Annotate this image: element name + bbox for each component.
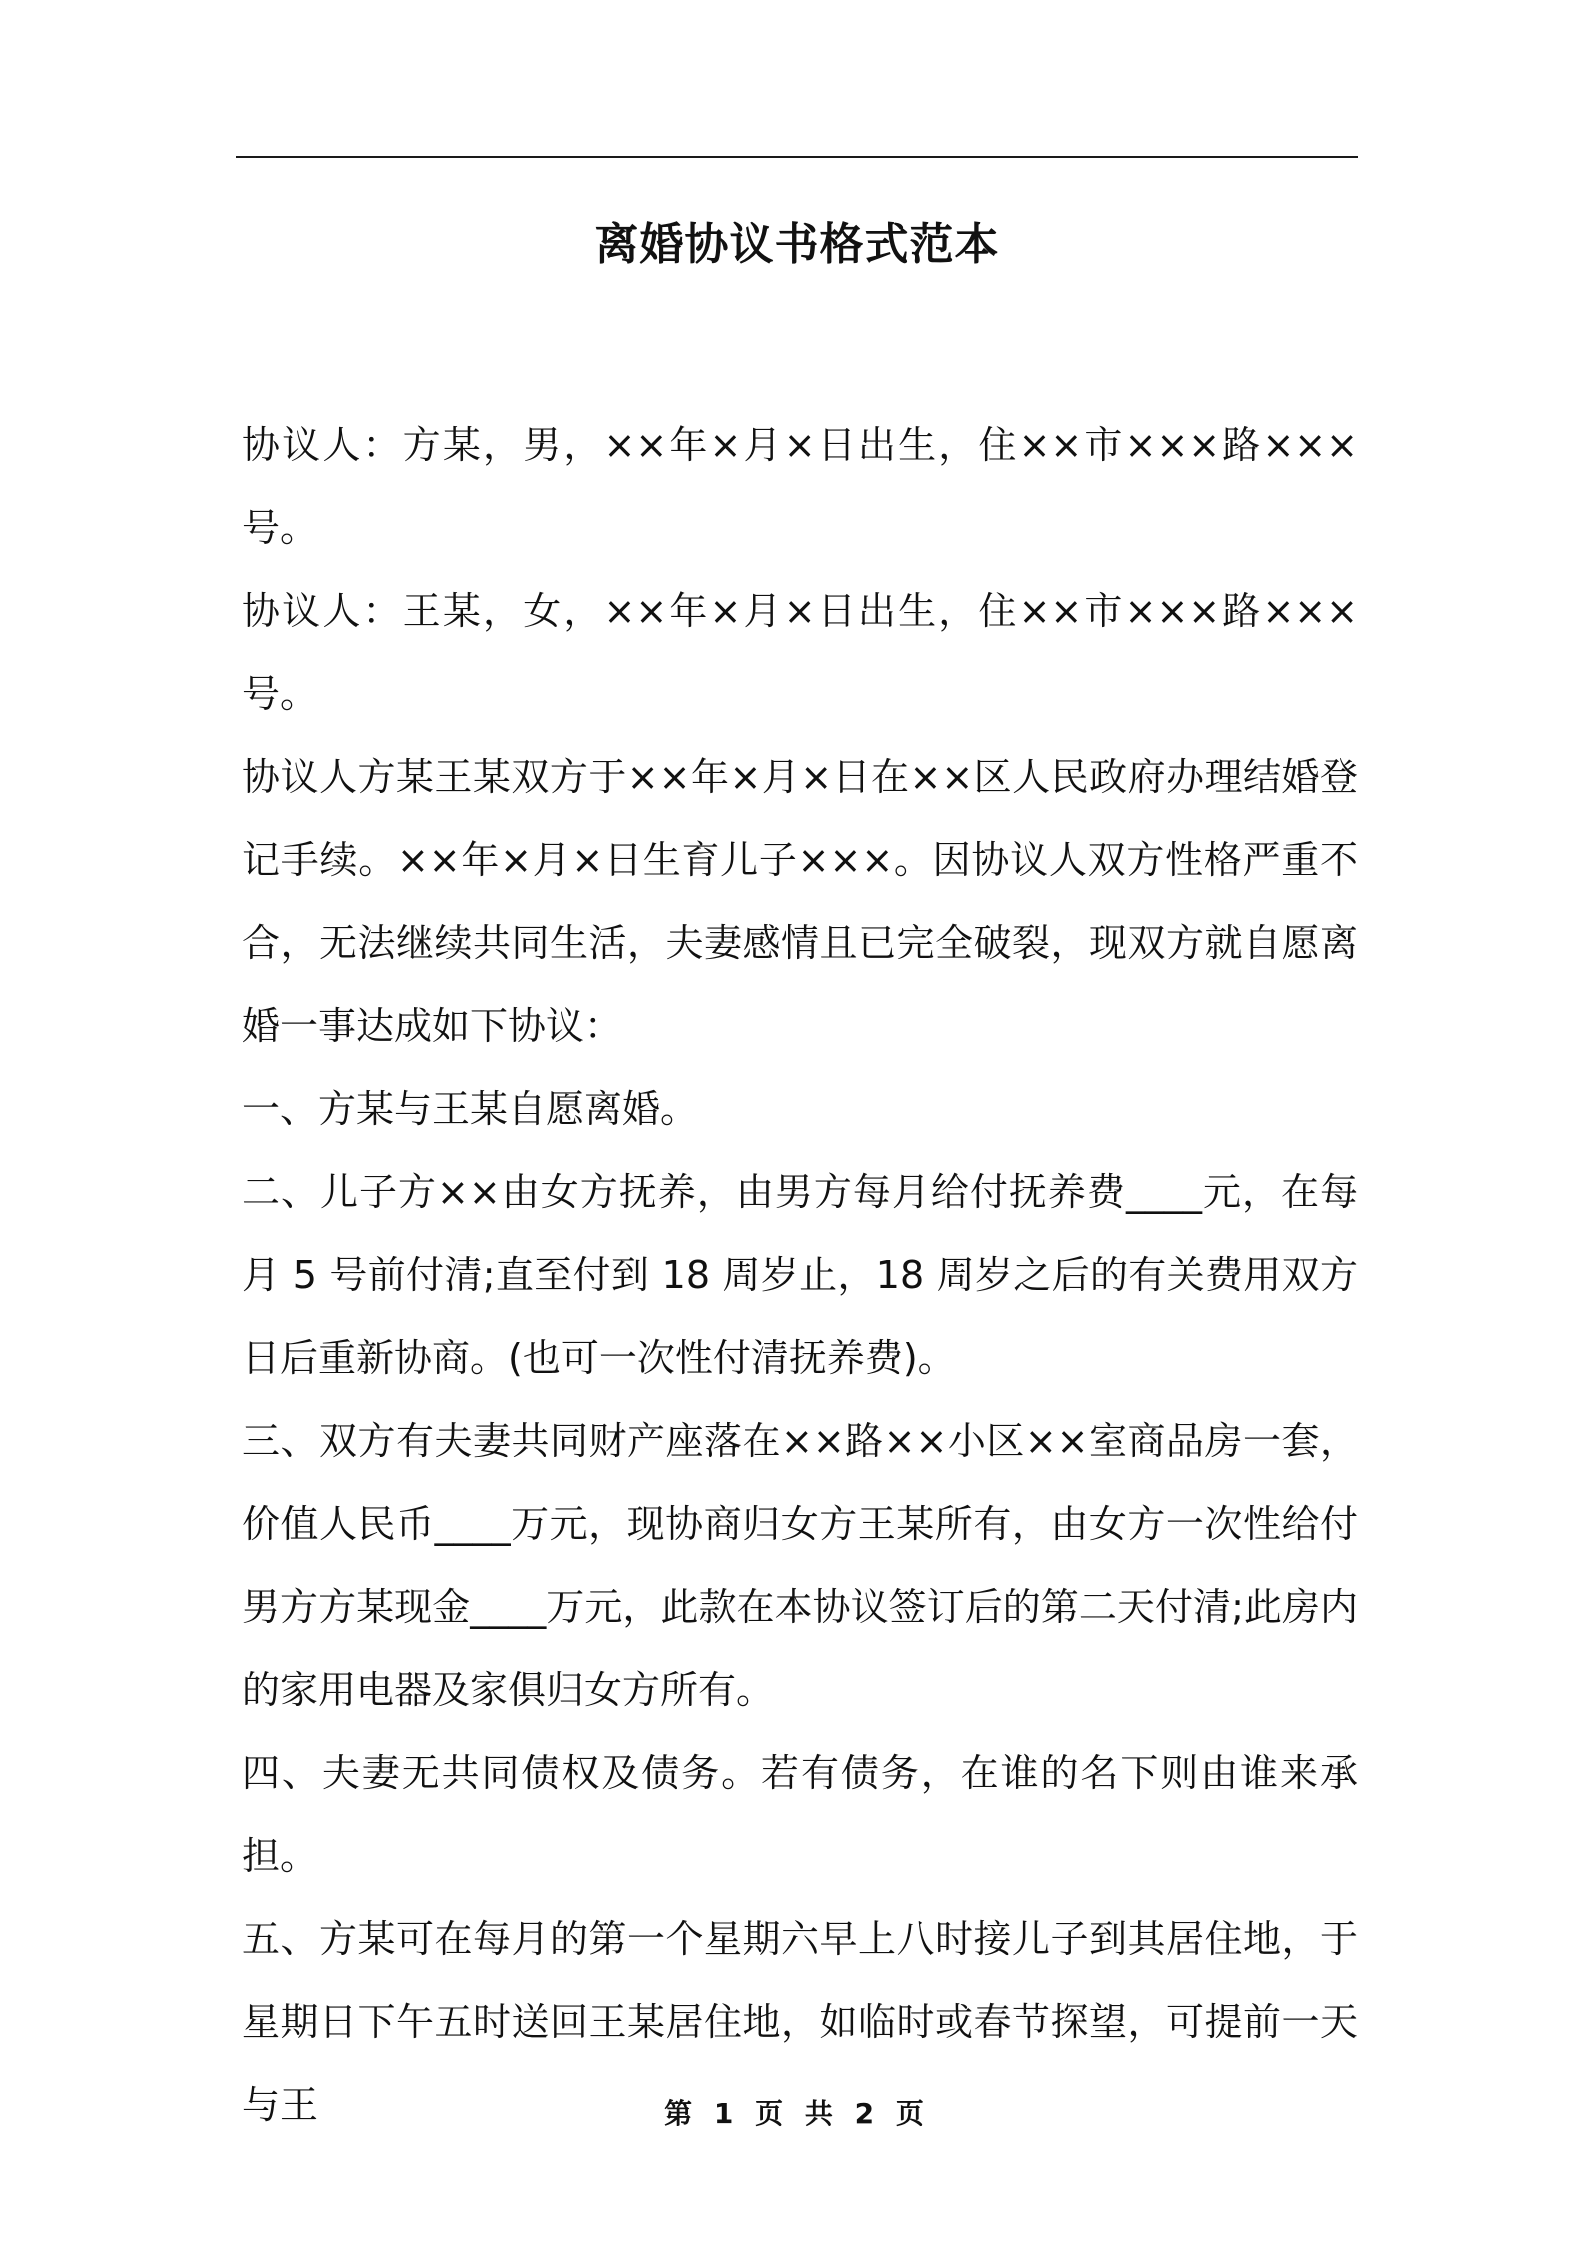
header-divider — [236, 156, 1358, 158]
document-title: 离婚协议书格式范本 — [594, 219, 1000, 270]
page-number-footer: 第 1 页 共 2 页 — [664, 2097, 930, 2130]
background-paragraph: 协议人方某王某双方于××年×月×日在××区人民政府办理结婚登记手续。××年×月×日生育儿子×××。因协议人双方性格严重不合，无法继续共同生活，夫妻感情且已完全破裂，现双方就自愿离婚一事达成如下协议： — [242, 755, 1358, 1048]
clause-three-paragraph: 三、双方有夫妻共同财产座落在××路××小区××室商品房一套，价值人民币____万元，现协商归女方王某所有，由女方一次性给付男方方某现金____万元，此款在本协议签订后的第二天付清;此房内的家用电器及家俱归女方所有。 — [242, 1419, 1358, 1712]
party-one-paragraph: 协议人：方某，男，××年×月×日出生，住××市×××路×××号。 — [242, 423, 1358, 550]
clause-five-paragraph: 五、方某可在每月的第一个星期六早上八时接儿子到其居住地，于星期日下午五时送回王某居住地，如临时或春节探望，可提前一天与王 — [242, 1917, 1358, 2127]
document-body — [242, 404, 1358, 2147]
clause-one-paragraph: 一、方某与王某自愿离婚。 — [242, 1087, 699, 1131]
party-two-paragraph: 协议人：王某，女，××年×月×日出生，住××市×××路×××号。 — [242, 589, 1358, 716]
clause-two-paragraph: 二、儿子方××由女方抚养，由男方每月给付抚养费____元，在每月 5 号前付清;直至付到 18 周岁止，18 周岁之后的有关费用双方日后重新协商。(也可一次性付清抚养费)。 — [242, 1170, 1358, 1380]
clause-four-paragraph: 四、夫妻无共同债权及债务。若有债务，在谁的名下则由谁来承担。 — [242, 1751, 1358, 1878]
